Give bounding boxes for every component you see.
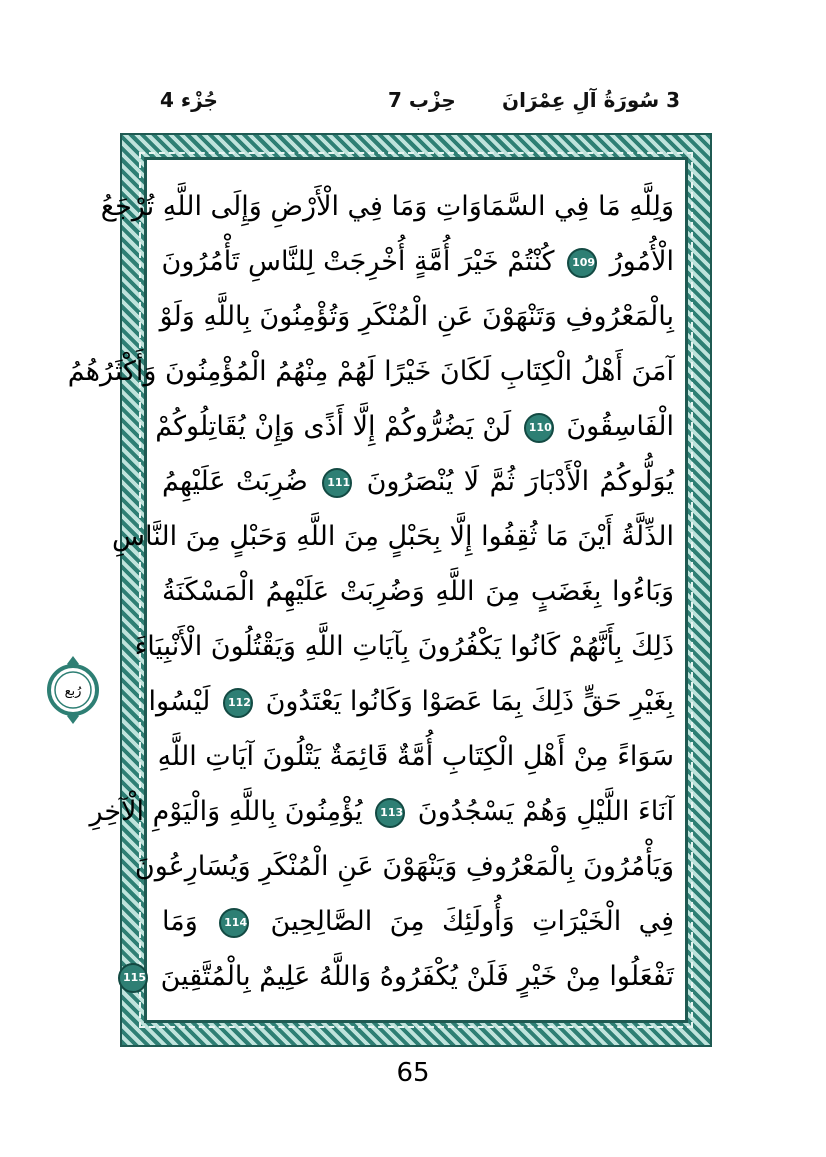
text-line (162, 234, 674, 289)
line-text-after: كُنْتُمْ خَيْرَ أُمَّةٍ أُخْرِجَتْ لِلنَّاسِ تَأْمُرُونَ (161, 246, 555, 277)
line-text-after: يُؤْمِنُونَ بِاللَّهِ وَالْيَوْمِ الْآخِرِ (89, 796, 363, 827)
hizb-marker-label: رُبع (64, 684, 82, 699)
line-text: تَفْعَلُوا مِنْ خَيْرٍ فَلَنْ يُكْفَرُوهُ وَاللَّهُ عَلِيمٌ بِالْمُتَّقِينَ (160, 961, 674, 992)
line-text-after: لَيْسُوا (148, 686, 211, 717)
line-text: يُوَلُّوكُمُ الْأَدْبَارَ ثُمَّ لَا يُنْصَرُونَ (366, 466, 674, 497)
text-line (100, 179, 674, 234)
text-line (159, 289, 674, 344)
line-text: الْفَاسِقُونَ (566, 411, 674, 442)
line-text: الْأُمُورُ (609, 246, 674, 277)
line-text: ذَلِكَ بِأَنَّهُمْ كَانُوا يَكْفُرُونَ بِآيَاتِ اللَّهِ وَيَقْتُلُونَ الْأَنْبِيَاءَ (134, 631, 674, 662)
ayah-number-marker: 115 (118, 963, 148, 993)
line-text: الذِّلَّةُ أَيْنَ مَا ثُقِفُوا إِلَّا بِحَبْلٍ مِنَ اللَّهِ وَحَبْلٍ مِنَ النَّاسِ (112, 521, 674, 552)
surah-name: 3 سُورَةُ آلِ عِمْرَانَ (502, 88, 680, 112)
line-text: سَوَاءً مِنْ أَهْلِ الْكِتَابِ أُمَّةٌ قَائِمَةٌ يَتْلُونَ آيَاتِ اللَّهِ (157, 741, 674, 772)
page-header (120, 88, 680, 118)
text-line (162, 454, 674, 509)
ayah-number-marker: 110 (524, 413, 554, 443)
line-text: وَبَاءُوا بِغَضَبٍ مِنَ اللَّهِ وَضُرِبَتْ عَلَيْهِمُ الْمَسْكَنَةُ (162, 576, 674, 607)
page-number: 65 (396, 1058, 430, 1088)
line-text: وَيَأْمُرُونَ بِالْمَعْرُوفِ وَيَنْهَوْنَ عَنِ الْمُنْكَرِ وَيُسَارِعُونَ (134, 851, 674, 882)
ayah-number-marker: 111 (322, 468, 352, 498)
line-text-after: وَمَا (162, 906, 198, 937)
line-text: بِالْمَعْرُوفِ وَتَنْهَوْنَ عَنِ الْمُنْكَرِ وَتُؤْمِنُونَ بِاللَّهِ وَلَوْ (159, 301, 674, 332)
text-line (162, 564, 674, 619)
text-line (148, 674, 674, 729)
line-text-after: ضُرِبَتْ عَلَيْهِمُ (162, 466, 308, 497)
line-text: وَلِلَّهِ مَا فِي السَّمَاوَاتِ وَمَا فِي الْأَرْضِ وَإِلَى اللَّهِ تُرْجَعُ (100, 191, 674, 222)
hizb-quarter-ornament-icon (46, 654, 100, 726)
text-line (134, 619, 674, 674)
hizb-label: حِزْب 7 (388, 88, 456, 112)
text-line (123, 949, 674, 1004)
ayah-number-marker: 113 (375, 798, 405, 828)
text-line (155, 399, 674, 454)
text-line (134, 839, 674, 894)
line-text-after: لَنْ يَضُرُّوكُمْ إِلَّا أَذًى وَإِنْ يُقَاتِلُوكُمْ (155, 411, 512, 442)
line-text: بِغَيْرِ حَقٍّ ذَلِكَ بِمَا عَصَوْا وَكَانُوا يَعْتَدُونَ (265, 686, 674, 717)
text-line (89, 784, 674, 839)
text-line (162, 894, 674, 949)
ayah-number-marker: 114 (219, 908, 249, 938)
ayah-number-marker: 109 (567, 248, 597, 278)
text-line (157, 729, 674, 784)
ayah-number-marker: 112 (223, 688, 253, 718)
line-text: آمَنَ أَهْلُ الْكِتَابِ لَكَانَ خَيْرًا لَهُمْ مِنْهُمُ الْمُؤْمِنُونَ وَأَكْثَرُهُمُ (67, 356, 674, 387)
text-line (67, 344, 674, 399)
line-text: فِي الْخَيْرَاتِ وَأُولَئِكَ مِنَ الصَّالِحِينَ (270, 906, 675, 937)
line-text: آنَاءَ اللَّيْلِ وَهُمْ يَسْجُدُونَ (417, 796, 674, 827)
text-line (112, 509, 674, 564)
juz-label: جُزْء 4 (160, 88, 218, 112)
